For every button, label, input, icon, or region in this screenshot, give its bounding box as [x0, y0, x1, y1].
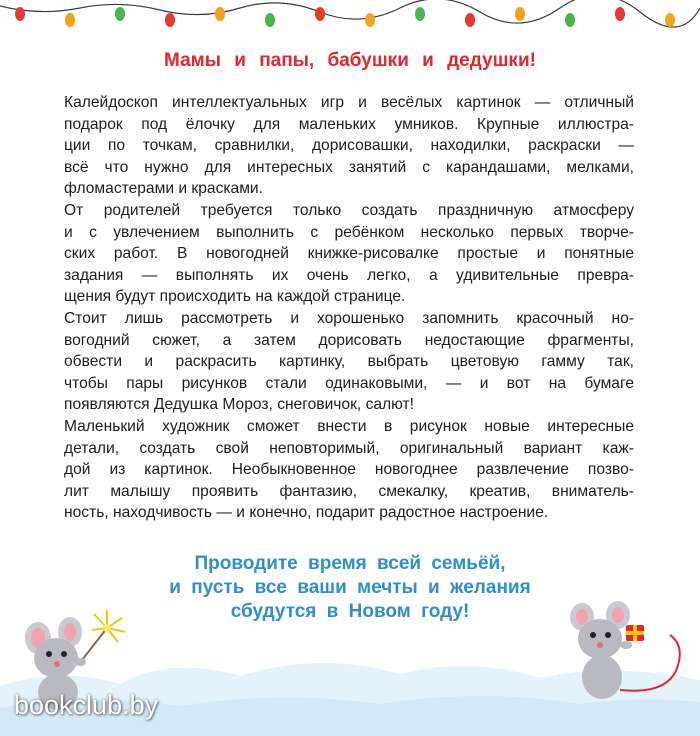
body-line: дой из картинок. Необыкновенное новогоднее развлечение позво-: [64, 461, 634, 479]
closing-line: и пусть все ваши мечты и желания: [169, 577, 531, 598]
body-line: обвести и раскрасить картинку, выбрать цветовую гамму так,: [64, 353, 634, 371]
garland-bulb: [215, 7, 225, 21]
body-line: детали, создать свой неповторимый, оригинальный вариант каж-: [64, 439, 634, 457]
body-line: Маленький художник сможет внести в рисунок новые интересные: [64, 417, 634, 435]
mouse-with-gift-icon: [560, 595, 700, 705]
body-line: лит малышу проявить фантазию, смекалку, креатив, вниматель-: [64, 482, 634, 500]
body-line: Калейдоскоп интеллектуальных игр и весёлых картинок — отличный: [64, 94, 634, 111]
garland-bulb: [265, 13, 275, 27]
closing-line: сбудутся в Новом году!: [230, 601, 470, 622]
garland-lights-icon: [0, 0, 700, 40]
garland-bulb: [465, 13, 475, 27]
body-line: ских работ. В новогодней книжке-рисовалке простые и понятные: [64, 245, 634, 263]
closing-line: Проводите время всей семьёй,: [194, 553, 506, 574]
page-title: Мамы и папы, бабушки и дедушки!: [164, 50, 536, 71]
garland-bulb: [615, 7, 625, 21]
garland-bulb: [415, 7, 425, 21]
body-line: задания — выполнять их очень легко, а удивительные превра-: [64, 266, 634, 284]
garland-bulb: [565, 13, 575, 27]
body-line: ции по точкам, сравнилки, дорисовашки, находилки, раскраски —: [64, 137, 634, 155]
body-line: От родителей требуется только создать праздничную атмосферу: [64, 201, 634, 219]
garland-bulb: [315, 7, 325, 21]
body-line: ность, находчивость — и конечно, подарит радостное настроение.: [64, 504, 549, 522]
body-line: появляются Дедушка Мороз, снеговичок, салют!: [64, 396, 414, 414]
garland-bulb: [365, 13, 375, 27]
body-text: [64, 92, 634, 524]
garland-bulb: [15, 7, 25, 21]
body-line: чтобы пары рисунков стали одинаковыми, — и вот на бумаге: [64, 374, 634, 392]
body-line: фломастерами и красками.: [64, 180, 263, 198]
body-line: вогодний сюжет, а затем дорисовать недостающие фрагменты,: [64, 331, 634, 349]
body-line: подарок под ёлочку для маленьких умников. Крупные иллюстра-: [64, 115, 634, 133]
body-line: Стоит лишь рассмотреть и хорошенько запомнить красочный но-: [64, 309, 634, 327]
garland-bulb: [515, 7, 525, 21]
body-line: всё что нужно для интересных занятий с карандашами, мелками,: [64, 158, 634, 176]
watermark: bookclub.by: [14, 690, 159, 720]
garland-bulb: [65, 13, 75, 27]
body-line: и с увлечением выполнить с ребёнком несколько первых творче-: [64, 223, 634, 241]
garland-bulb: [115, 7, 125, 21]
body-line: щения будут происходить на каждой странице.: [64, 288, 406, 306]
garland-bulb: [165, 13, 175, 27]
garland-bulb: [665, 13, 675, 27]
